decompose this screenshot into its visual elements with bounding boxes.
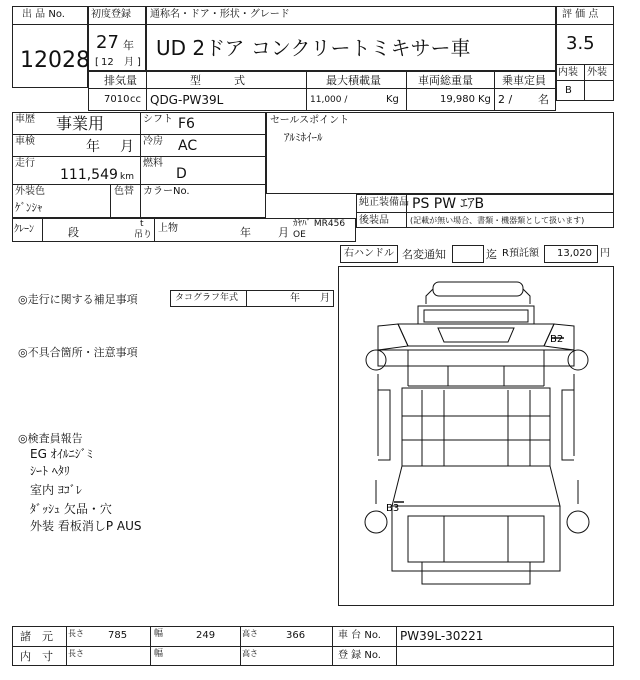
driving-notes-label: ◎走行に関する補足事項 [18,293,138,306]
mileage-label: 走行 [15,158,35,169]
length-label: 長さ [68,629,84,638]
chassis-number-value: PW39L-30221 [400,629,484,643]
fuel-value: D [176,166,187,182]
chassis-number-label: 車 台 No. [338,630,381,641]
history-label: 車歴 [15,114,35,125]
registration-number-label: 登 録 No. [338,650,381,661]
inspector-line: ｼｰﾄ ﾍﾀﾘ [30,464,70,478]
mileage-value: 111,549 [60,167,118,183]
inspector-line: EG ｵｲﾙﾆｼﾞﾐ [30,447,93,461]
vehicle-name-label: 通称名・ドア・形状・グレード [150,9,290,20]
lot-number-label: 出 品 No. [22,9,65,20]
vehicle-name: UD 2ドア コンクリートミキサー車 [156,36,471,60]
tachograph-month-unit: 月 [320,293,330,304]
color-number-label: カラーNo. [143,186,190,197]
crane-lift-label: 吊り [134,230,153,240]
crane-ton-unit: t [140,219,144,229]
mileage-unit: km [120,172,134,182]
inspector-line: ﾀﾞｯｼｭ 欠品・穴 [30,502,112,516]
equipment-value: PS PW ｴｱB [412,196,485,212]
recycle-label: R預託額 [502,248,539,259]
inspector-line: 室内 ﾖｺﾞﾚ [30,483,82,497]
tachograph-year-unit: 年 [290,293,300,304]
interior-dimensions-label: 内 寸 [20,650,53,663]
tachograph-label: タコグラフ年式 [175,293,239,303]
crane-label: ｸﾚｰﾝ [14,224,34,235]
capacity-unit: 名 [538,93,549,106]
interior-length-label: 長さ [68,649,84,658]
color-label: 外装色 [15,186,45,197]
year-unit: 年 [123,39,134,52]
inspection-year-unit: 年 [86,139,100,155]
shift-label: シフト [143,114,173,125]
first-registration-label: 初度登録 [91,9,131,20]
inspection-month-unit: 月 [120,139,134,155]
gross-weight-label: 車両総重量 [418,74,473,87]
max-load-unit: Kg [386,94,399,105]
recycle-value: 13,020 [557,248,592,259]
recycle-unit: 円 [600,248,610,259]
height-value: 366 [286,630,306,641]
grade-label: 評 価 点 [562,9,599,20]
damage-mark-front: B2 [550,334,564,345]
displacement-unit: cc [130,94,141,105]
max-load-label: 最大積載量 [326,74,381,87]
detail-grid [12,112,266,218]
truck-diagram [338,266,614,606]
width-label: 幅 [154,629,164,639]
fuel-label: 燃料 [143,158,163,169]
ac-label: 冷房 [143,136,163,147]
lot-number: 12028 [20,48,90,73]
width-value: 249 [196,630,216,641]
registration-month: 12 [101,57,114,68]
recycle-prefix: 迄 [486,248,497,261]
month-close-bracket: ] [137,57,141,68]
inspector-line: 外装 看板消しP AUS [30,519,142,533]
inspector-report-label: ◎検査員報告 [18,432,83,445]
gross-weight-unit: Kg [478,94,491,105]
displacement-value: 7010 [104,94,130,105]
color-change-label: 色替 [114,186,134,197]
model-label: 型 式 [190,74,245,87]
upper-body-oe: OE [293,230,306,240]
crane-stage-unit: 段 [68,226,79,239]
interior-width-label: 幅 [154,649,164,659]
interior-grade-value: B [565,85,572,96]
upper-body-month-unit: 月 [278,226,289,239]
upper-body-maker: ｶﾔﾊﾞ MR456 [293,219,346,229]
interior-height-label: 高さ [242,649,258,658]
capacity-label: 乗車定員 [502,74,546,87]
aftermarket-label: 後装品 [359,215,389,226]
history-value: 事業用 [56,114,105,133]
rhd-label: 右ハンドル [344,248,394,259]
color-value: ｹﾞﾝｼｬ [15,201,43,214]
exterior-grade-label: 外装 [587,67,607,78]
aftermarket-note: (記載が無い場合、書類・機器類として扱います) [410,216,585,225]
registration-year: 27 [96,32,119,53]
upper-body-label: 上物 [158,223,178,234]
shift-value: F6 [178,116,195,132]
sales-point-label: セールスポイント [270,115,350,126]
name-change-label: 名変通知 [402,248,446,261]
inspection-label: 車検 [15,136,35,147]
height-label: 高さ [242,629,258,638]
month-open-bracket: [ [95,57,99,68]
gross-weight-value: 19,980 [440,94,475,105]
grade-value: 3.5 [566,33,595,54]
displacement-label: 排気量 [104,74,137,87]
sales-point-value: ｱﾙﾐﾎｲｰﾙ [284,131,323,144]
length-value: 785 [108,630,128,641]
max-load-value: 11,000 / [310,95,348,105]
defects-label: ◎不具合箇所・注意事項 [18,346,138,359]
equipment-label: 純正装備品 [359,197,409,208]
specs-dimensions-label: 諸 元 [20,630,53,643]
model-value: QDG-PW39L [150,93,224,107]
damage-mark-rear: B3 [386,503,400,514]
name-change-box [452,245,484,263]
capacity-value: 2 / [498,93,513,106]
upper-body-year-unit: 年 [240,226,251,239]
interior-grade-label: 内装 [558,67,578,78]
ac-value: AC [178,138,198,154]
month-unit: 月 [124,57,134,68]
